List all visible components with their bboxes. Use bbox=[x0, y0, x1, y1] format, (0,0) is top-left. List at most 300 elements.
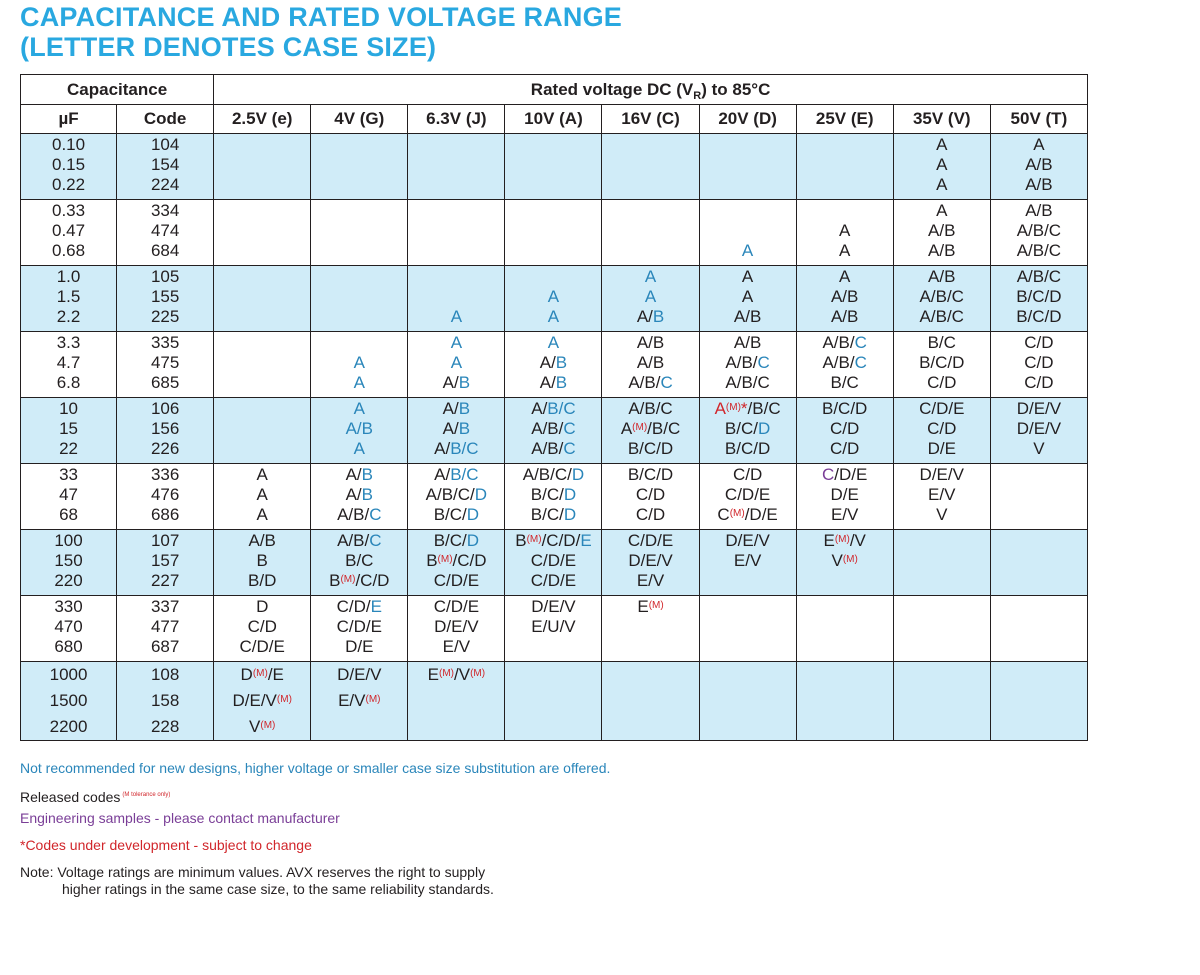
case-size-entry: B/D bbox=[248, 571, 277, 590]
case-size-entry: C/D bbox=[830, 439, 860, 458]
development-code: A bbox=[714, 399, 726, 418]
not-recommended-code: A bbox=[450, 333, 463, 352]
case-size-entry: C/D/E bbox=[530, 571, 577, 590]
case-size-entry bbox=[505, 307, 601, 327]
capacitance-code: 157 bbox=[150, 551, 180, 570]
page-title bbox=[20, 2, 622, 62]
case-size-cell bbox=[699, 332, 796, 398]
case-size-cell bbox=[505, 596, 602, 662]
voltage-column-header: 25V (E) bbox=[796, 105, 893, 134]
case-size-entry: C/D bbox=[927, 373, 957, 392]
case-size-entry: A bbox=[936, 201, 948, 220]
case-size-cell bbox=[602, 464, 699, 530]
case-size-cell bbox=[893, 596, 990, 662]
case-size-entry bbox=[311, 373, 407, 393]
legend-m-tolerance-note: (M tolerance only) bbox=[122, 792, 171, 798]
uf-column-header: µF bbox=[21, 105, 117, 134]
m-tolerance-marker: (M) bbox=[260, 720, 276, 731]
not-recommended-code: B bbox=[652, 307, 665, 326]
case-size-cell bbox=[214, 662, 311, 741]
rated-voltage-subscript: R bbox=[693, 89, 702, 102]
case-size-entry: E/V bbox=[830, 505, 859, 524]
case-size-cell bbox=[408, 134, 505, 200]
capacitance-code: 686 bbox=[150, 505, 180, 524]
case-size-entry: A bbox=[936, 175, 948, 194]
case-size-cell bbox=[602, 596, 699, 662]
case-size-entry: C/D bbox=[247, 617, 277, 636]
case-size-entry: B/C/D bbox=[1016, 307, 1062, 326]
not-recommended-code: B bbox=[458, 419, 471, 438]
case-size-entry: D/E/V bbox=[919, 465, 964, 484]
case-size-entry: C/D bbox=[1024, 353, 1054, 372]
capacitance-value: 2.2 bbox=[56, 307, 81, 326]
case-size-entry: A bbox=[741, 287, 754, 306]
case-size-entry: A/B/C bbox=[919, 307, 964, 326]
case-size-cell bbox=[893, 266, 990, 332]
case-size-entry bbox=[408, 333, 504, 353]
table-row bbox=[21, 662, 1088, 741]
table-row bbox=[21, 596, 1088, 662]
rated-voltage-prefix: Rated voltage DC (V bbox=[530, 79, 694, 99]
case-size-entry: $V^{(M)}$ bbox=[831, 551, 858, 570]
not-recommended-code: C bbox=[563, 439, 576, 458]
case-size-entry: A/B/C/D bbox=[522, 465, 585, 484]
case-size-entry: A/B bbox=[636, 353, 665, 372]
case-size-cell bbox=[408, 200, 505, 266]
capacitance-code: 154 bbox=[150, 155, 180, 174]
case-size-entry bbox=[700, 241, 796, 261]
case-size-entry: $E/V^{(M)}$ bbox=[338, 691, 381, 710]
case-size-cell bbox=[990, 464, 1087, 530]
case-size-entry: $C^{(M)}/D/E$ bbox=[717, 505, 778, 524]
case-size-entry: V bbox=[936, 505, 948, 524]
capacitance-value: 15 bbox=[59, 419, 78, 438]
capacitance-value: 22 bbox=[59, 439, 78, 458]
not-recommended-code: D bbox=[757, 419, 771, 438]
not-recommended-code: C bbox=[757, 353, 770, 372]
case-size-entry bbox=[505, 267, 601, 287]
case-size-entry: C/D bbox=[1024, 373, 1054, 392]
case-size-entry: A/B bbox=[733, 333, 762, 352]
case-size-cell bbox=[699, 530, 796, 596]
m-tolerance-marker: (M) bbox=[526, 534, 542, 545]
case-size-entry: $A^{(M)}/B/C$ bbox=[620, 419, 681, 438]
case-size-cell bbox=[505, 662, 602, 741]
case-size-cell bbox=[408, 662, 505, 741]
case-size-cell bbox=[214, 464, 311, 530]
title-line-2: (LETTER DENOTES CASE SIZE) bbox=[20, 32, 437, 62]
capacitance-code-cell bbox=[117, 398, 214, 464]
case-size-cell bbox=[893, 530, 990, 596]
case-size-cell bbox=[796, 134, 893, 200]
case-size-cell bbox=[893, 134, 990, 200]
case-size-entry: D/E bbox=[830, 485, 859, 504]
case-size-entry: A/B bbox=[1025, 175, 1053, 194]
capacitance-code: 474 bbox=[150, 221, 180, 240]
not-recommended-code: A bbox=[547, 307, 560, 326]
capacitance-group-header: Capacitance bbox=[21, 75, 214, 105]
case-size-entry: B/C/D bbox=[724, 439, 771, 458]
m-tolerance-marker: (M) bbox=[340, 574, 356, 585]
case-size-entry: D/E/V bbox=[628, 551, 673, 570]
case-size-entry bbox=[311, 714, 407, 740]
case-size-cell bbox=[602, 266, 699, 332]
not-recommended-code: C bbox=[854, 333, 867, 352]
capacitance-uf-cell bbox=[21, 530, 117, 596]
case-size-cell bbox=[311, 398, 408, 464]
case-size-entry: A bbox=[256, 505, 268, 524]
case-size-entry bbox=[700, 201, 796, 221]
not-recommended-code: D bbox=[571, 465, 585, 484]
capacitance-code-cell bbox=[117, 332, 214, 398]
case-size-cell bbox=[214, 332, 311, 398]
title-line-1: CAPACITANCE AND RATED VOLTAGE RANGE bbox=[20, 2, 622, 32]
case-size-cell bbox=[505, 134, 602, 200]
case-size-cell bbox=[214, 200, 311, 266]
case-size-entry: C/D bbox=[635, 485, 666, 504]
capacitance-code: 684 bbox=[150, 241, 180, 260]
case-size-cell bbox=[214, 398, 311, 464]
case-size-entry: C/D bbox=[927, 419, 957, 438]
not-recommended-code: A bbox=[644, 267, 657, 286]
not-recommended-code: D bbox=[466, 505, 480, 524]
voltage-column-header: 2.5V (e) bbox=[214, 105, 311, 134]
case-size-cell bbox=[408, 464, 505, 530]
case-size-entry: B/C/D bbox=[724, 419, 771, 438]
capacitance-value: 0.10 bbox=[51, 135, 86, 154]
development-code: * bbox=[740, 399, 748, 418]
case-size-entry: C/D/E bbox=[336, 597, 382, 616]
case-size-entry: $E^{(M)}$ bbox=[637, 597, 664, 616]
capacitance-code-cell bbox=[117, 596, 214, 662]
table-row bbox=[21, 398, 1088, 464]
case-size-cell bbox=[893, 398, 990, 464]
capacitance-value: 1000 bbox=[49, 665, 88, 684]
capacitance-value: 68 bbox=[59, 505, 78, 524]
case-size-entry: B/C/D bbox=[433, 505, 480, 524]
case-size-entry: E/V bbox=[733, 551, 762, 570]
capacitance-code: 227 bbox=[150, 571, 180, 590]
capacitance-code: 104 bbox=[150, 135, 180, 154]
case-size-cell bbox=[311, 662, 408, 741]
capacitance-value: 3.3 bbox=[56, 333, 81, 352]
case-size-entry: A/B bbox=[928, 267, 956, 286]
not-recommended-code: E bbox=[580, 531, 592, 550]
voltage-rating-note bbox=[20, 864, 494, 898]
case-size-entry: A/B/C bbox=[531, 399, 576, 418]
not-recommended-code: D bbox=[563, 505, 577, 524]
case-size-entry bbox=[505, 333, 601, 353]
case-size-entry: C/D/E bbox=[336, 617, 382, 636]
capacitance-code: 687 bbox=[150, 637, 180, 656]
case-size-entry: A bbox=[936, 135, 948, 154]
case-size-entry: C/D bbox=[635, 505, 666, 524]
voltage-column-header: 35V (V) bbox=[893, 105, 990, 134]
case-size-cell bbox=[602, 662, 699, 741]
capacitance-code: 334 bbox=[150, 201, 180, 220]
not-recommended-code: A bbox=[353, 373, 365, 392]
case-size-entry: A/B/C bbox=[725, 373, 770, 392]
capacitance-value: 2200 bbox=[49, 717, 88, 736]
capacitance-code: 108 bbox=[150, 665, 180, 684]
case-size-entry: D/E/V bbox=[531, 597, 576, 616]
case-size-cell bbox=[796, 266, 893, 332]
case-size-entry: A/B bbox=[539, 353, 568, 372]
case-size-cell bbox=[214, 266, 311, 332]
case-size-cell bbox=[699, 200, 796, 266]
case-size-entry bbox=[797, 571, 893, 591]
capacitance-value: 33 bbox=[59, 465, 78, 484]
case-size-cell bbox=[311, 266, 408, 332]
not-recommended-code: A bbox=[353, 439, 365, 458]
rated-voltage-suffix: ) to 85°C bbox=[701, 79, 771, 99]
case-size-entry: A bbox=[741, 267, 754, 286]
case-size-entry: A/B/C bbox=[434, 465, 479, 484]
case-size-entry: C/D/E bbox=[433, 597, 480, 616]
table-row bbox=[21, 464, 1088, 530]
case-size-entry: D bbox=[256, 597, 269, 616]
case-size-entry: C/D/E bbox=[822, 465, 868, 484]
case-size-entry: A/B/C bbox=[822, 353, 867, 372]
rated-voltage-header bbox=[214, 75, 1088, 105]
m-tolerance-marker: (M) bbox=[252, 668, 268, 679]
case-size-entry bbox=[700, 221, 796, 241]
case-size-entry: A bbox=[1033, 135, 1045, 154]
case-size-entry: A/B bbox=[928, 221, 956, 240]
case-size-entry bbox=[700, 571, 796, 591]
capacitance-code: 475 bbox=[150, 353, 180, 372]
case-size-cell bbox=[990, 596, 1087, 662]
capacitance-uf-cell bbox=[21, 398, 117, 464]
capacitance-code: 105 bbox=[150, 267, 180, 286]
case-size-entry bbox=[311, 419, 407, 439]
not-recommended-code: A bbox=[450, 307, 463, 326]
case-size-cell bbox=[990, 398, 1087, 464]
case-size-cell bbox=[311, 596, 408, 662]
case-size-cell bbox=[699, 266, 796, 332]
case-size-entry: C/D/E bbox=[239, 637, 285, 656]
capacitance-value: 1.5 bbox=[56, 287, 81, 306]
case-size-entry bbox=[797, 201, 893, 221]
case-size-entry: A/B bbox=[636, 307, 665, 326]
case-size-entry bbox=[408, 307, 504, 327]
case-size-entry: A/B/C bbox=[434, 439, 479, 458]
case-size-entry: A/B/C bbox=[822, 333, 867, 352]
case-size-cell bbox=[602, 530, 699, 596]
m-tolerance-marker: (M) bbox=[365, 694, 381, 705]
case-size-entry: B/C/D bbox=[627, 439, 674, 458]
case-size-entry: $B^{(M)}/C/D$ bbox=[329, 571, 390, 590]
capacitance-uf-cell bbox=[21, 662, 117, 741]
case-size-cell bbox=[990, 134, 1087, 200]
case-size-entry: A/B bbox=[442, 399, 471, 418]
capacitance-value: 330 bbox=[54, 597, 83, 616]
case-size-entry: B/C/D bbox=[919, 353, 965, 372]
case-size-cell bbox=[699, 662, 796, 741]
case-size-entry: A bbox=[256, 485, 268, 504]
legend-under-development: *Codes under development - subject to change bbox=[20, 837, 312, 853]
capacitance-code-cell bbox=[117, 530, 214, 596]
capacitance-code: 337 bbox=[150, 597, 180, 616]
case-size-entry: V bbox=[1033, 439, 1045, 458]
case-size-entry: E/U/V bbox=[531, 617, 576, 636]
case-size-cell bbox=[990, 200, 1087, 266]
table-row bbox=[21, 200, 1088, 266]
not-recommended-code: C bbox=[369, 531, 382, 550]
capacitance-value: 0.68 bbox=[51, 241, 86, 260]
case-size-entry: A bbox=[936, 155, 948, 174]
case-size-entry: A bbox=[839, 241, 851, 260]
case-size-entry: $B^{(M)}/C/D$ bbox=[426, 551, 487, 570]
m-tolerance-marker: (M) bbox=[648, 600, 664, 611]
case-size-cell bbox=[893, 200, 990, 266]
case-size-entry: C/D/E bbox=[627, 531, 674, 550]
case-size-entry: A/B/C bbox=[628, 399, 673, 418]
capacitance-code-cell bbox=[117, 266, 214, 332]
case-size-cell bbox=[796, 332, 893, 398]
case-size-cell bbox=[990, 266, 1087, 332]
case-size-entry: A/B bbox=[442, 419, 471, 438]
case-size-cell bbox=[311, 332, 408, 398]
not-recommended-code: E bbox=[370, 597, 382, 616]
case-size-entry: C/D/E bbox=[724, 485, 771, 504]
case-size-entry: D/E/V bbox=[1016, 419, 1062, 438]
case-size-entry: B/C bbox=[927, 333, 956, 352]
m-tolerance-marker: (M) bbox=[437, 554, 453, 565]
case-size-entry: A/B/C bbox=[725, 353, 770, 372]
capacitance-code: 158 bbox=[150, 691, 180, 710]
not-recommended-code: A/B bbox=[345, 419, 373, 438]
case-size-entry: A/B bbox=[636, 333, 665, 352]
case-size-cell bbox=[796, 398, 893, 464]
case-size-cell bbox=[602, 398, 699, 464]
table-row bbox=[21, 134, 1088, 200]
case-size-entry: $V^{(M)}$ bbox=[249, 717, 276, 736]
case-size-cell bbox=[311, 200, 408, 266]
capacitance-uf-cell bbox=[21, 596, 117, 662]
case-size-cell bbox=[990, 530, 1087, 596]
case-size-entry: C/D/E bbox=[919, 399, 965, 418]
m-tolerance-marker: (M) bbox=[439, 668, 454, 679]
case-size-entry bbox=[602, 267, 698, 287]
case-size-cell bbox=[796, 464, 893, 530]
capacitance-value: 0.22 bbox=[51, 175, 86, 194]
case-size-entry: $D^{(M)}/E$ bbox=[240, 665, 284, 684]
not-recommended-code: C bbox=[854, 353, 867, 372]
voltage-column-header: 16V (C) bbox=[602, 105, 699, 134]
legend-released-codes bbox=[20, 787, 170, 806]
case-size-entry: B/C/D bbox=[627, 465, 674, 484]
case-size-entry: A/B/C bbox=[628, 373, 673, 392]
case-size-entry: B/C bbox=[830, 373, 859, 392]
case-size-cell bbox=[214, 530, 311, 596]
voltage-column-header: 10V (A) bbox=[505, 105, 602, 134]
capacitance-code: 335 bbox=[150, 333, 180, 352]
capacitance-value: 0.33 bbox=[51, 201, 86, 220]
not-recommended-code: B bbox=[361, 485, 373, 504]
capacitance-value: 470 bbox=[54, 617, 83, 636]
case-size-entry: D/E/V bbox=[337, 665, 382, 684]
case-size-cell bbox=[602, 332, 699, 398]
voltage-column-header: 20V (D) bbox=[699, 105, 796, 134]
case-size-entry: A/B bbox=[928, 241, 956, 260]
case-size-entry: E/V bbox=[636, 571, 665, 590]
case-size-cell bbox=[214, 134, 311, 200]
case-size-entry: A bbox=[839, 267, 851, 286]
capacitance-value: 0.15 bbox=[51, 155, 86, 174]
case-size-entry: A/B/C bbox=[1016, 267, 1062, 286]
not-recommended-code: B/C bbox=[450, 465, 479, 484]
case-size-entry: D/E bbox=[345, 637, 374, 656]
note-line-2: higher ratings in the same case size, to the same reliability standards. bbox=[62, 881, 494, 897]
case-size-entry: $A^{(M)}*/B/C$ bbox=[714, 399, 781, 418]
m-tolerance-marker: (M) bbox=[470, 668, 486, 679]
capacitance-value: 47 bbox=[59, 485, 78, 504]
not-recommended-code: C bbox=[563, 419, 576, 438]
not-recommended-code: A bbox=[353, 353, 365, 372]
capacitance-value: 4.7 bbox=[56, 353, 81, 372]
capacitance-uf-cell bbox=[21, 332, 117, 398]
not-recommended-code: A bbox=[450, 353, 463, 372]
table-row bbox=[21, 266, 1088, 332]
case-size-entry: A/B/C bbox=[919, 287, 964, 306]
capacitance-code: 476 bbox=[150, 485, 180, 504]
m-tolerance-marker: (M) bbox=[729, 508, 745, 519]
case-size-entry: A/B bbox=[830, 287, 859, 306]
case-size-entry: $D/E/V^{(M)}$ bbox=[232, 691, 292, 710]
case-size-cell bbox=[408, 332, 505, 398]
m-tolerance-marker: (M) bbox=[632, 422, 648, 433]
case-size-cell bbox=[796, 662, 893, 741]
case-size-entry: A/B bbox=[248, 531, 276, 550]
not-recommended-code: A bbox=[547, 287, 560, 306]
case-size-entry: E/V bbox=[442, 637, 471, 656]
capacitance-code: 156 bbox=[150, 419, 180, 438]
capacitance-voltage-table bbox=[20, 74, 1088, 741]
case-size-cell bbox=[311, 530, 408, 596]
not-recommended-code: B/C bbox=[547, 399, 576, 418]
note-line-1: Note: Voltage ratings are minimum values. AVX reserves the right to supply bbox=[20, 864, 486, 880]
m-tolerance-marker: (M) bbox=[842, 554, 858, 565]
case-size-entry: E/V bbox=[928, 485, 956, 504]
capacitance-value: 10 bbox=[59, 399, 78, 418]
not-recommended-code: B bbox=[458, 399, 471, 418]
case-size-cell bbox=[893, 332, 990, 398]
capacitance-code: 155 bbox=[150, 287, 180, 306]
case-size-cell bbox=[796, 530, 893, 596]
case-size-entry bbox=[311, 439, 407, 459]
capacitance-code-cell bbox=[117, 662, 214, 741]
not-recommended-code: D bbox=[474, 485, 488, 504]
capacitance-code: 226 bbox=[150, 439, 180, 458]
capacitance-value: 0.47 bbox=[51, 221, 86, 240]
case-size-entry: A/B bbox=[442, 373, 471, 392]
case-size-entry bbox=[602, 637, 698, 657]
case-size-entry: B/C/D bbox=[530, 505, 577, 524]
case-size-cell bbox=[408, 530, 505, 596]
case-size-cell bbox=[505, 464, 602, 530]
case-size-entry: D/E bbox=[927, 439, 956, 458]
case-size-entry bbox=[505, 287, 601, 307]
capacitance-code: 477 bbox=[150, 617, 180, 636]
case-size-entry: B/C/D bbox=[530, 485, 577, 504]
case-size-entry: A/B/C bbox=[531, 419, 576, 438]
capacitance-code: 685 bbox=[150, 373, 180, 392]
case-size-entry: B bbox=[256, 551, 268, 570]
case-size-entry bbox=[311, 353, 407, 373]
case-size-entry: A/B/C bbox=[337, 505, 382, 524]
not-recommended-code: B/C bbox=[450, 439, 479, 458]
